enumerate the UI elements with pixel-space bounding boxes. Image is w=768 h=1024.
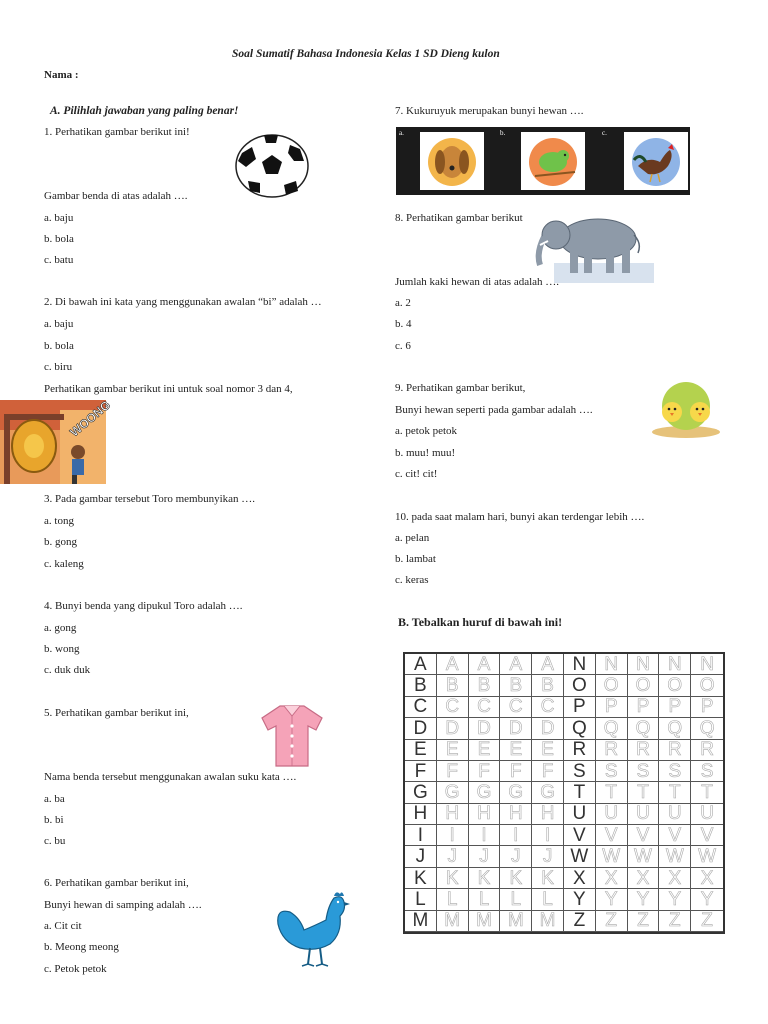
trace-letter-cell: O [596, 675, 628, 696]
letter-cell: E [405, 740, 437, 761]
letter-cell: V [564, 825, 596, 846]
letter-cell: Y [564, 889, 596, 910]
q5-text: 5. Perhatikan gambar berikut ini, [44, 707, 189, 719]
trace-letter-cell: O [659, 675, 691, 696]
letter-cell: A [405, 654, 437, 675]
q7-text: 7. Kukuruyuk merupakan bunyi hewan …. [395, 105, 584, 117]
q8-option-a[interactable]: a. 2 [395, 297, 411, 309]
letter-cell: Q [564, 718, 596, 739]
page-title: Soal Sumatif Bahasa Indonesia Kelas 1 SD Dieng kulon [232, 48, 500, 60]
q3-4-intro: Perhatikan gambar berikut ini untuk soal nomor 3 dan 4, [44, 383, 293, 395]
trace-letter-cell: N [628, 654, 660, 675]
trace-letter-cell: M [532, 911, 564, 932]
trace-letter-cell: M [437, 911, 469, 932]
q4-option-b[interactable]: b. wong [44, 643, 80, 655]
letter-cell: W [564, 846, 596, 867]
letter-cell: J [405, 846, 437, 867]
q7-label-c: c. [602, 129, 607, 137]
q2-option-b[interactable]: b. bola [44, 340, 74, 352]
trace-letter-cell: H [500, 804, 532, 825]
trace-letter-cell: X [659, 868, 691, 889]
trace-letter-cell: Z [628, 911, 660, 932]
trace-letter-cell: Y [691, 889, 723, 910]
q2-option-c[interactable]: c. biru [44, 361, 73, 373]
trace-letter-cell: H [469, 804, 501, 825]
q9-text: 9. Perhatikan gambar berikut, [395, 382, 526, 394]
trace-letter-cell: Z [659, 911, 691, 932]
trace-letter-cell: Q [659, 718, 691, 739]
trace-letter-cell: X [596, 868, 628, 889]
trace-letter-cell: Y [659, 889, 691, 910]
trace-letter-cell: L [437, 889, 469, 910]
trace-letter-cell: R [659, 740, 691, 761]
trace-letter-cell: V [691, 825, 723, 846]
q1-stem: Gambar benda di atas adalah …. [44, 190, 188, 202]
trace-letter-cell: D [500, 718, 532, 739]
trace-letter-cell: Q [596, 718, 628, 739]
trace-letter-cell: G [532, 782, 564, 803]
trace-letter-cell: T [659, 782, 691, 803]
letter-cell: R [564, 740, 596, 761]
trace-letter-cell: W [691, 846, 723, 867]
letter-cell: Z [564, 911, 596, 932]
letter-cell: F [405, 761, 437, 782]
trace-letter-cell: G [437, 782, 469, 803]
trace-letter-cell: T [628, 782, 660, 803]
trace-letter-cell: G [469, 782, 501, 803]
trace-letter-cell: V [628, 825, 660, 846]
q8-stem: Jumlah kaki hewan di atas adalah …. [395, 276, 560, 288]
q10-option-b[interactable]: b. lambat [395, 553, 436, 565]
q3-option-c[interactable]: c. kaleng [44, 558, 84, 570]
trace-letter-cell: K [469, 868, 501, 889]
trace-letter-cell: X [628, 868, 660, 889]
trace-letter-cell: Y [628, 889, 660, 910]
q10-option-c[interactable]: c. keras [395, 574, 429, 586]
trace-letter-cell: J [532, 846, 564, 867]
letter-cell: X [564, 868, 596, 889]
q5-option-b[interactable]: b. bi [44, 814, 64, 826]
letter-cell: L [405, 889, 437, 910]
trace-letter-cell: J [500, 846, 532, 867]
trace-letter-cell: P [596, 697, 628, 718]
trace-letter-cell: P [659, 697, 691, 718]
trace-letter-cell: D [469, 718, 501, 739]
q1-option-b[interactable]: b. bola [44, 233, 74, 245]
trace-letter-cell: E [469, 740, 501, 761]
trace-letter-cell: W [659, 846, 691, 867]
letter-cell: M [405, 911, 437, 932]
trace-letter-cell: L [500, 889, 532, 910]
trace-letter-cell: M [469, 911, 501, 932]
trace-letter-cell: L [469, 889, 501, 910]
trace-letter-cell: F [437, 761, 469, 782]
q6-text: 6. Perhatikan gambar berikut ini, [44, 877, 189, 889]
q10-text: 10. pada saat malam hari, bunyi akan terdengar lebih …. [395, 511, 645, 523]
q1-option-c[interactable]: c. batu [44, 254, 74, 266]
trace-letter-cell: I [532, 825, 564, 846]
trace-letter-cell: B [469, 675, 501, 696]
q4-option-a[interactable]: a. gong [44, 622, 77, 634]
trace-letter-cell: X [691, 868, 723, 889]
trace-letter-cell: S [659, 761, 691, 782]
q6-option-c[interactable]: c. Petok petok [44, 963, 107, 975]
trace-letter-cell: F [532, 761, 564, 782]
bird-image [521, 132, 585, 190]
trace-letter-cell: H [437, 804, 469, 825]
q5-option-a[interactable]: a. ba [44, 793, 65, 805]
q7-label-a: a. [399, 129, 404, 137]
trace-letter-cell: Z [596, 911, 628, 932]
rooster-image [624, 132, 688, 190]
name-label: Nama : [44, 69, 79, 81]
trace-letter-cell: W [596, 846, 628, 867]
shirt-image [260, 702, 324, 768]
soccer-ball-image [234, 133, 310, 199]
q8-option-b[interactable]: b. 4 [395, 318, 412, 330]
letter-tracing-grid [403, 652, 725, 934]
letter-cell: S [564, 761, 596, 782]
q5-option-c[interactable]: c. bu [44, 835, 66, 847]
trace-letter-cell: I [500, 825, 532, 846]
q1-text: 1. Perhatikan gambar berikut ini! [44, 126, 190, 138]
trace-letter-cell: E [532, 740, 564, 761]
q2-text: 2. Di bawah ini kata yang menggunakan awalan “bi” adalah … [44, 296, 322, 308]
trace-letter-cell: N [596, 654, 628, 675]
trace-letter-cell: H [532, 804, 564, 825]
trace-letter-cell: L [532, 889, 564, 910]
trace-letter-cell: T [691, 782, 723, 803]
gong-image [0, 397, 114, 484]
q3-option-a[interactable]: a. tong [44, 515, 74, 527]
trace-letter-cell: G [500, 782, 532, 803]
trace-letter-cell: O [691, 675, 723, 696]
trace-letter-cell: W [628, 846, 660, 867]
trace-letter-cell: P [691, 697, 723, 718]
trace-letter-cell: R [596, 740, 628, 761]
trace-letter-cell: V [659, 825, 691, 846]
letter-cell: H [405, 804, 437, 825]
q9-option-c[interactable]: c. cit! cit! [395, 468, 438, 480]
trace-letter-cell: U [659, 804, 691, 825]
q8-option-c[interactable]: c. 6 [395, 340, 411, 352]
trace-letter-cell: Q [691, 718, 723, 739]
trace-letter-cell: D [532, 718, 564, 739]
trace-letter-cell: B [532, 675, 564, 696]
trace-letter-cell: F [469, 761, 501, 782]
section-a-heading: A. Pilihlah jawaban yang paling benar! [50, 105, 239, 117]
trace-letter-cell: N [691, 654, 723, 675]
q2-option-a[interactable]: a. baju [44, 318, 74, 330]
q5-stem: Nama benda tersebut menggunakan awalan suku kata …. [44, 771, 297, 783]
q6-option-b[interactable]: b. Meong meong [44, 941, 119, 953]
q4-option-c[interactable]: c. duk duk [44, 664, 91, 676]
q1-option-a[interactable]: a. baju [44, 212, 74, 224]
trace-letter-cell: E [500, 740, 532, 761]
trace-letter-cell: A [532, 654, 564, 675]
trace-letter-cell: J [469, 846, 501, 867]
q7-animal-images [396, 127, 690, 195]
trace-letter-cell: F [500, 761, 532, 782]
letter-cell: C [405, 697, 437, 718]
trace-letter-cell: U [628, 804, 660, 825]
q4-text: 4. Bunyi benda yang dipukul Toro adalah …. [44, 600, 243, 612]
trace-letter-cell: N [659, 654, 691, 675]
trace-letter-cell: B [500, 675, 532, 696]
q3-text: 3. Pada gambar tersebut Toro membunyikan …. [44, 493, 256, 505]
trace-letter-cell: Z [691, 911, 723, 932]
q6-option-a[interactable]: a. Cit cit [44, 920, 82, 932]
q6-stem: Bunyi hewan di samping adalah …. [44, 899, 202, 911]
trace-letter-cell: R [691, 740, 723, 761]
trace-letter-cell: S [596, 761, 628, 782]
letter-cell: B [405, 675, 437, 696]
trace-letter-cell: C [500, 697, 532, 718]
trace-letter-cell: Q [628, 718, 660, 739]
trace-letter-cell: S [628, 761, 660, 782]
trace-letter-cell: C [532, 697, 564, 718]
q9-stem: Bunyi hewan seperti pada gambar adalah …. [395, 404, 593, 416]
letter-cell: I [405, 825, 437, 846]
trace-letter-cell: V [596, 825, 628, 846]
trace-letter-cell: A [500, 654, 532, 675]
trace-letter-cell: K [532, 868, 564, 889]
trace-letter-cell: O [628, 675, 660, 696]
letter-cell: T [564, 782, 596, 803]
letter-cell: P [564, 697, 596, 718]
q8-text: 8. Perhatikan gambar berikut [395, 212, 523, 224]
trace-letter-cell: U [691, 804, 723, 825]
trace-letter-cell: C [437, 697, 469, 718]
q9-option-b[interactable]: b. muu! muu! [395, 447, 456, 459]
dog-image [420, 132, 484, 190]
chicks-image [650, 378, 722, 440]
trace-letter-cell: Y [596, 889, 628, 910]
trace-letter-cell: A [437, 654, 469, 675]
elephant-image [530, 213, 654, 283]
q3-option-b[interactable]: b. gong [44, 536, 77, 548]
trace-letter-cell: D [437, 718, 469, 739]
trace-letter-cell: C [469, 697, 501, 718]
trace-letter-cell: I [437, 825, 469, 846]
trace-letter-cell: I [469, 825, 501, 846]
letter-cell: K [405, 868, 437, 889]
trace-letter-cell: U [596, 804, 628, 825]
letter-cell: O [564, 675, 596, 696]
trace-letter-cell: K [437, 868, 469, 889]
trace-letter-cell: E [437, 740, 469, 761]
q7-label-b: b. [500, 129, 506, 137]
letter-cell: U [564, 804, 596, 825]
trace-letter-cell: P [628, 697, 660, 718]
section-b-heading: B. Tebalkan huruf di bawah ini! [398, 615, 563, 629]
letter-cell: G [405, 782, 437, 803]
trace-letter-cell: K [500, 868, 532, 889]
letter-cell: D [405, 718, 437, 739]
trace-letter-cell: T [596, 782, 628, 803]
letter-cell: N [564, 654, 596, 675]
trace-letter-cell: A [469, 654, 501, 675]
trace-letter-cell: S [691, 761, 723, 782]
trace-letter-cell: M [500, 911, 532, 932]
trace-letter-cell: J [437, 846, 469, 867]
trace-letter-cell: R [628, 740, 660, 761]
chicken-image [270, 890, 354, 970]
q10-option-a[interactable]: a. pelan [395, 532, 430, 544]
gong-sound-text: WOONG [67, 397, 114, 440]
trace-letter-cell: B [437, 675, 469, 696]
q9-option-a[interactable]: a. petok petok [395, 425, 458, 437]
